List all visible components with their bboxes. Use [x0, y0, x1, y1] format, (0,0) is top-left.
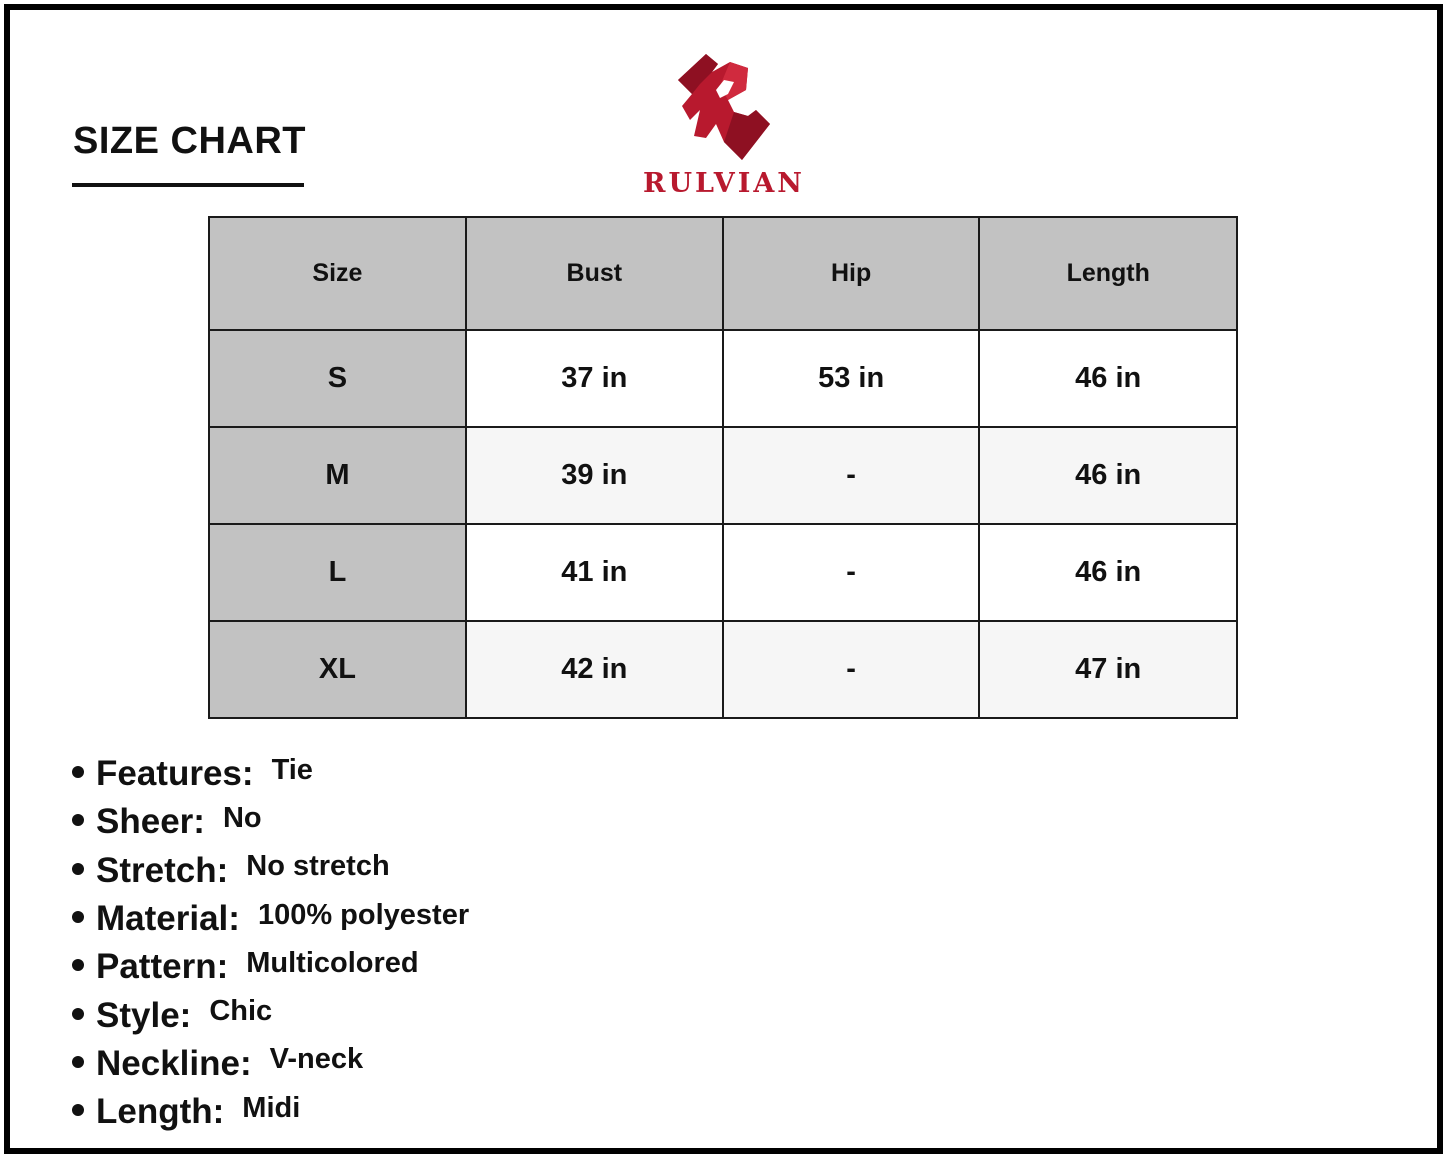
spec-value: Chic: [209, 995, 273, 1028]
spec-label: Style:: [96, 995, 192, 1035]
spec-value: 100% polyester: [257, 898, 470, 931]
table-row: [209, 621, 1237, 718]
spec-item-length: [72, 1088, 469, 1136]
bullet-icon: [72, 766, 84, 778]
bullet-icon: [72, 1104, 84, 1116]
spec-item-material: [72, 895, 469, 943]
table-header-row: [209, 217, 1237, 330]
spec-label: Neckline:: [96, 1043, 252, 1083]
size-cell: L: [209, 524, 466, 621]
column-header-size: Size: [209, 217, 466, 330]
length-cell: 47 in: [979, 621, 1237, 718]
bullet-icon: [72, 814, 84, 826]
bust-cell: 37 in: [466, 330, 723, 427]
column-header-length: Length: [979, 217, 1237, 330]
bust-cell: 41 in: [466, 524, 723, 621]
spec-label: Pattern:: [96, 947, 229, 987]
spec-label: Sheer:: [96, 802, 205, 842]
spec-item-neckline: [72, 1040, 469, 1088]
spec-value: Tie: [271, 753, 313, 786]
spec-item-sheer: [72, 798, 469, 846]
product-specs-list: [72, 750, 469, 1136]
column-header-bust: Bust: [466, 217, 723, 330]
spec-value: Midi: [242, 1091, 301, 1124]
length-cell: 46 in: [979, 427, 1237, 524]
size-cell: S: [209, 330, 466, 427]
bullet-icon: [72, 911, 84, 923]
bullet-icon: [72, 863, 84, 875]
spec-value: V-neck: [269, 1043, 364, 1076]
rulvian-r-logo-icon: [676, 50, 772, 160]
hip-cell: -: [723, 427, 980, 524]
spec-item-style: [72, 991, 469, 1039]
length-cell: 46 in: [979, 524, 1237, 621]
bust-cell: 39 in: [466, 427, 723, 524]
bullet-icon: [72, 1056, 84, 1068]
spec-label: Features:: [96, 754, 254, 794]
title-underline: [72, 183, 304, 187]
spec-value: No stretch: [246, 850, 390, 883]
hip-cell: 53 in: [723, 330, 980, 427]
column-header-hip: Hip: [723, 217, 980, 330]
bullet-icon: [72, 959, 84, 971]
spec-item-pattern: [72, 943, 469, 991]
spec-item-stretch: [72, 847, 469, 895]
hip-cell: -: [723, 524, 980, 621]
page-title: SIZE CHART: [73, 120, 306, 162]
bullet-icon: [72, 1008, 84, 1020]
spec-label: Material:: [96, 899, 240, 939]
size-chart-table: [208, 216, 1238, 719]
table-row: [209, 524, 1237, 621]
size-cell: M: [209, 427, 466, 524]
spec-value: No: [222, 801, 262, 834]
spec-label: Length:: [96, 1092, 225, 1132]
size-cell: XL: [209, 621, 466, 718]
spec-label: Stretch:: [96, 850, 229, 890]
bust-cell: 42 in: [466, 621, 723, 718]
length-cell: 46 in: [979, 330, 1237, 427]
brand-name: RULVIAN: [643, 168, 805, 199]
spec-value: Multicolored: [246, 946, 419, 979]
table-row: [209, 427, 1237, 524]
spec-item-features: [72, 750, 469, 798]
brand-logo: [628, 50, 820, 200]
table-row: [209, 330, 1237, 427]
hip-cell: -: [723, 621, 980, 718]
